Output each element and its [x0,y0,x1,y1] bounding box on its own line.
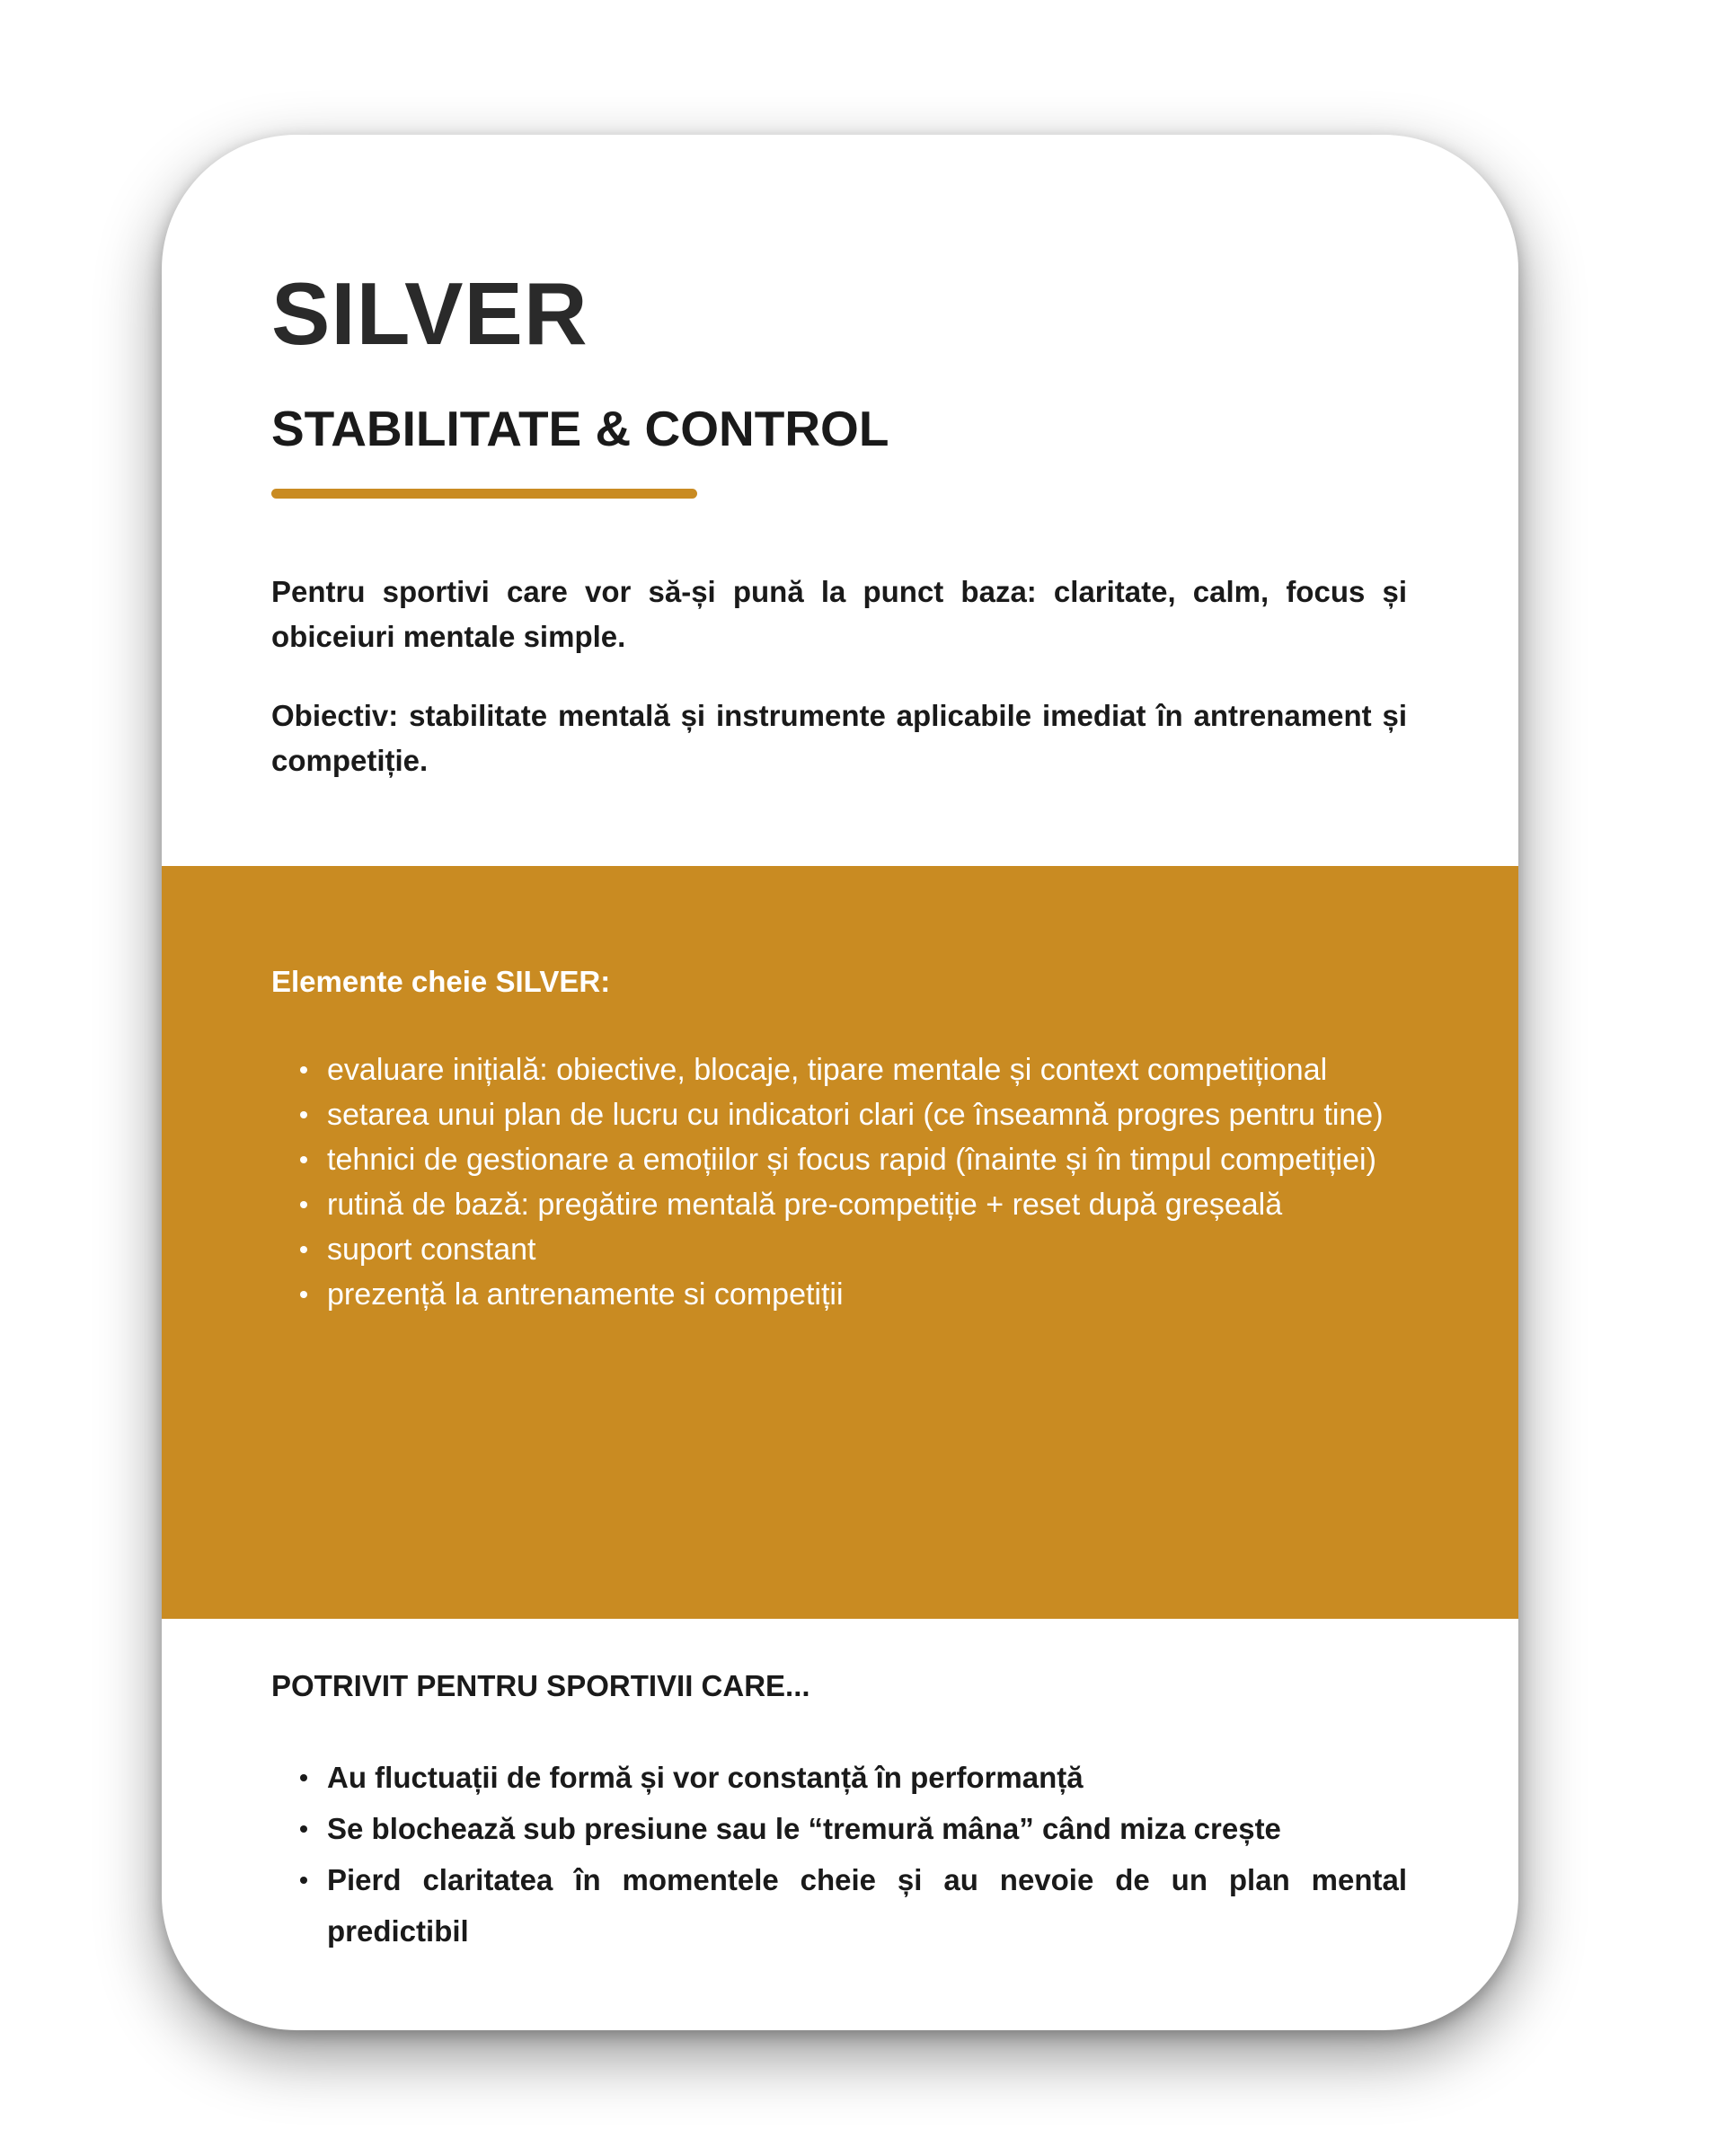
list-item: Pierd claritatea în momentele cheie și au nevoie de un plan mental predictibil [271,1854,1407,1957]
list-item: evaluare inițială: obiective, blocaje, tipare mentale și context competițional [271,1047,1407,1092]
suitable-for-heading: POTRIVIT PENTRU SPORTIVII CARE... [271,1669,810,1702]
objective-paragraph: Obiectiv: stabilitate mentală și instrumente aplicabile imediat în antrenament și competiție. [271,699,1407,777]
key-elements-heading: Elemente cheie SILVER: [271,965,611,998]
list-item: Au fluctuații de formă și vor constanță în performanță [271,1752,1407,1803]
package-title: SILVER [271,264,588,363]
accent-divider [271,489,697,499]
suitable-for-list [271,1752,1407,1957]
list-item: suport constant [271,1227,1407,1272]
list-item: rutină de bază: pregătire mentală pre-competiție + reset după greșeală [271,1182,1407,1227]
intro-paragraph: Pentru sportivi care vor să-și pună la punct baza: claritate, calm, focus și obiceiuri mentale simple. [271,575,1407,653]
list-item: prezență la antrenamente si competiții [271,1272,1407,1317]
key-elements-section [162,866,1518,1619]
package-subtitle: STABILITATE & CONTROL [271,401,889,456]
list-item: tehnici de gestionare a emoțiilor și focus rapid (înainte și în timpul competiției) [271,1137,1407,1182]
key-elements-list [271,1047,1407,1317]
package-card [162,135,1518,2030]
list-item: setarea unui plan de lucru cu indicatori clari (ce înseamnă progres pentru tine) [271,1092,1407,1137]
list-item: Se blochează sub presiune sau le “tremură mâna” când miza crește [271,1803,1407,1854]
